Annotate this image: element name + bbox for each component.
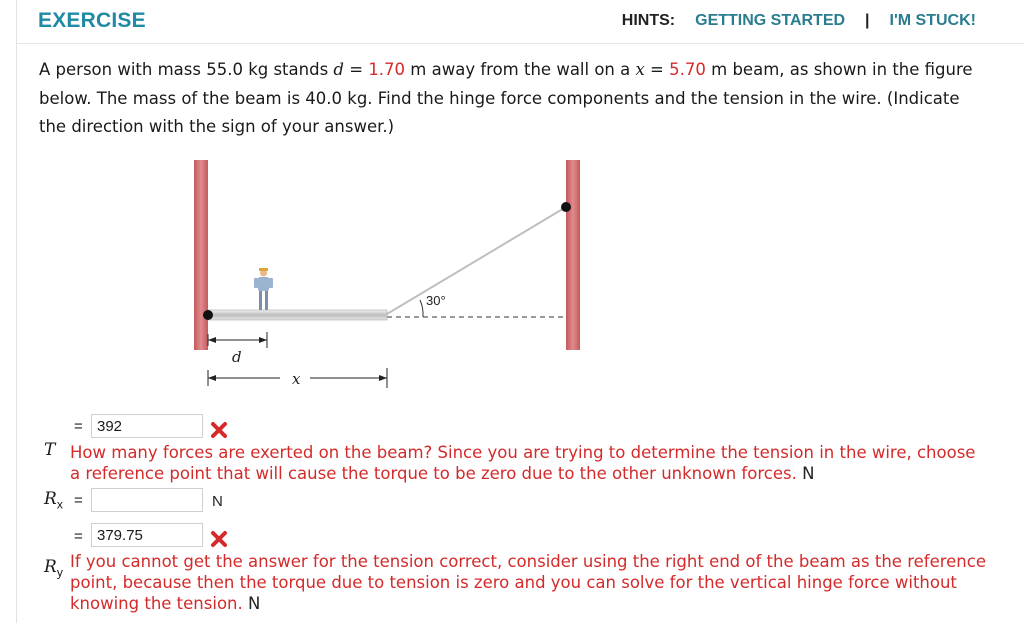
problem-text-2: m away from the wall on a [405,60,636,79]
problem-text-3: m beam, as shown in the figure below. The mass of the beam is 40.0 kg. Find the hinge force components and the tension in the wire. (Indicate the direction with the sign of your answer.) [39,60,973,136]
tension-hint [70,442,990,484]
tension-input[interactable]: 392 [91,414,203,438]
rx-equals: = [74,492,83,509]
ry-var-sub: y [56,565,63,580]
ry-var-letter: R [44,557,57,577]
rx-var-sub: x [56,497,63,512]
ry-var [44,557,63,579]
problem-text-1: A person with mass 55.0 kg stands [39,60,334,79]
x-label: x [292,370,301,388]
wire-anchor-point [561,202,571,212]
person-figure [254,268,273,310]
header-divider [16,43,1024,44]
var-x: x [635,60,645,79]
d-label: d [232,348,242,366]
hints-bar [622,12,976,30]
hints-separator: | [865,12,870,29]
var-d: d [333,60,344,79]
support-wire [387,207,566,314]
tension-hint-text: How many forces are exerted on the beam? Since you are trying to determine the tension in the wire, choose a reference point that will cause the torque to be zero due to the other unknown forces. [70,443,976,483]
left-border [16,0,17,623]
hints-label: HINTS: [621,12,676,29]
getting-started-link[interactable]: GETTING STARTED [695,12,846,29]
ry-unit: N [248,594,261,613]
incorrect-icon [209,420,229,440]
ry-hint-text: If you cannot get the answer for the tension correct, consider using the right end of the beam as the reference point, because then the torque due to tension is zero and you can solve for the vertical hinge force without knowing the tension. [70,552,986,613]
angle-label: 30° [426,293,446,308]
right-wall [566,160,580,350]
tension-var: T [44,440,56,460]
x-value: 5.70 [669,60,706,79]
im-stuck-link[interactable]: I'M STUCK! [889,12,976,29]
tension-equals: = [74,418,83,435]
left-wall [194,160,208,350]
exercise-title: EXERCISE [38,9,146,32]
ry-hint [70,551,1000,614]
eq-d: = [343,60,369,79]
tension-unit: N [802,464,815,483]
beam [208,310,387,320]
problem-statement [39,56,989,142]
ry-input[interactable]: 379.75 [91,523,203,547]
d-value: 1.70 [368,60,406,79]
beam-diagram [180,150,600,405]
incorrect-icon [209,529,229,549]
eq-x: = [644,60,670,79]
ry-equals: = [74,528,83,545]
rx-var [44,489,63,511]
rx-input[interactable] [91,488,203,512]
rx-var-letter: R [44,489,57,509]
rx-unit: N [212,493,223,510]
angle-arc [420,300,423,317]
hinge-point [203,310,213,320]
